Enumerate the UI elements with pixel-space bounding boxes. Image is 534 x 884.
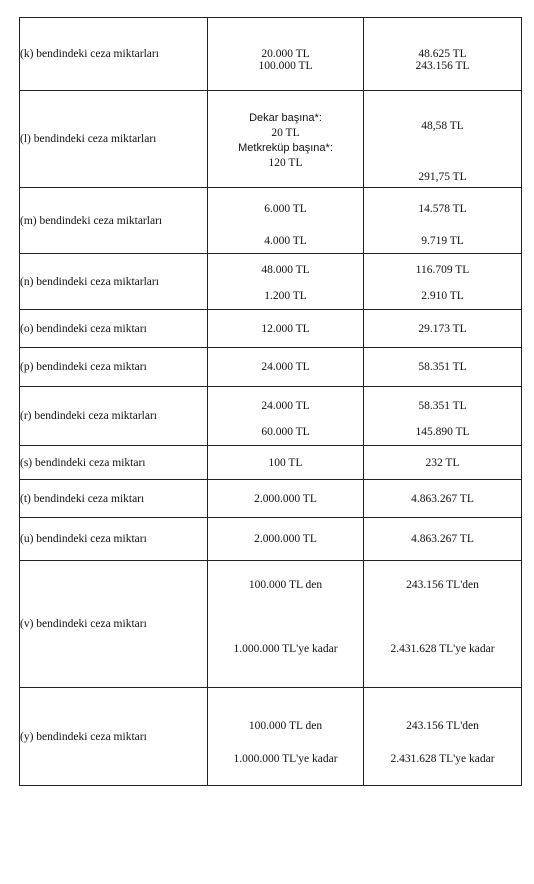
new-amount: 58.351 TL bbox=[418, 400, 467, 412]
old-amount: 48.000 TL bbox=[261, 264, 310, 276]
table-row bbox=[20, 561, 522, 688]
table-row bbox=[20, 688, 522, 786]
old-amount: 1.200 TL bbox=[264, 290, 307, 302]
old-amount: 2.000.000 TL bbox=[208, 518, 364, 561]
old-amount: 20.000 TL bbox=[261, 47, 310, 60]
table-row bbox=[20, 387, 522, 446]
row-label: (t) bendindeki ceza miktarı bbox=[20, 480, 208, 518]
new-amount: 29.173 TL bbox=[364, 310, 522, 348]
row-label: (k) bendindeki ceza miktarları bbox=[20, 18, 208, 91]
unit-label: Metkreküp başına*: bbox=[238, 141, 333, 154]
row-label: (o) bendindeki ceza miktarı bbox=[20, 310, 208, 348]
row-label: (s) bendindeki ceza miktarı bbox=[20, 446, 208, 480]
new-amount: 232 TL bbox=[364, 446, 522, 480]
new-amount-cell bbox=[364, 387, 522, 446]
new-amount: 9.719 TL bbox=[421, 235, 464, 247]
new-amount-cell bbox=[364, 254, 522, 310]
new-amount: 243.156 TL bbox=[415, 59, 470, 72]
unit-label: Dekar başına*: bbox=[249, 111, 322, 124]
new-amount-cell bbox=[364, 188, 522, 254]
old-amount: 1.000.000 TL'ye kadar bbox=[233, 643, 338, 655]
new-amount: 58.351 TL bbox=[364, 348, 522, 387]
old-amount: 100.000 TL den bbox=[248, 579, 323, 591]
new-amount: 14.578 TL bbox=[418, 203, 467, 215]
old-amount-cell bbox=[208, 561, 364, 688]
row-label: (l) bendindeki ceza miktarları bbox=[20, 91, 208, 188]
table-row bbox=[20, 18, 522, 91]
old-amount: 4.000 TL bbox=[264, 235, 307, 247]
row-label: (r) bendindeki ceza miktarları bbox=[20, 387, 208, 446]
old-amount: 20 TL bbox=[271, 126, 300, 139]
old-amount: 60.000 TL bbox=[261, 426, 310, 438]
new-amount: 4.863.267 TL bbox=[364, 518, 522, 561]
new-amount: 145.890 TL bbox=[415, 426, 470, 438]
new-amount: 116.709 TL bbox=[415, 264, 470, 276]
new-amount-cell bbox=[364, 18, 522, 91]
table-row bbox=[20, 254, 522, 310]
old-amount: 120 TL bbox=[268, 156, 303, 169]
new-amount-cell bbox=[364, 688, 522, 786]
old-amount: 2.000.000 TL bbox=[208, 480, 364, 518]
old-amount: 6.000 TL bbox=[264, 203, 307, 215]
new-amount: 48.625 TL bbox=[418, 47, 467, 60]
old-amount: 100.000 TL den bbox=[248, 720, 323, 732]
old-amount: 24.000 TL bbox=[261, 400, 310, 412]
fine-amounts-table bbox=[19, 17, 522, 786]
old-amount-cell bbox=[208, 18, 364, 91]
old-amount-cell bbox=[208, 387, 364, 446]
new-amount: 243.156 TL'den bbox=[406, 579, 479, 591]
table-row bbox=[20, 91, 522, 188]
old-amount: 12.000 TL bbox=[208, 310, 364, 348]
row-label: (n) bendindeki ceza miktarları bbox=[20, 254, 208, 310]
new-amount: 2.910 TL bbox=[421, 290, 464, 302]
new-amount-cell bbox=[364, 91, 522, 188]
new-amount-cell bbox=[364, 561, 522, 688]
table-row bbox=[20, 446, 522, 480]
old-amount-cell bbox=[208, 254, 364, 310]
table-row bbox=[20, 348, 522, 387]
row-label: (m) bendindeki ceza miktarları bbox=[20, 188, 208, 254]
new-amount: 291,75 TL bbox=[418, 170, 467, 183]
table-row bbox=[20, 480, 522, 518]
old-amount: 100.000 TL bbox=[258, 59, 313, 72]
new-amount: 4.863.267 TL bbox=[364, 480, 522, 518]
old-amount-cell bbox=[208, 91, 364, 188]
old-amount-cell bbox=[208, 688, 364, 786]
table-row bbox=[20, 188, 522, 254]
new-amount: 2.431.628 TL'ye kadar bbox=[390, 753, 495, 765]
row-label: (v) bendindeki ceza miktarı bbox=[20, 561, 208, 688]
new-amount: 48,58 TL bbox=[421, 119, 464, 132]
new-amount: 2.431.628 TL'ye kadar bbox=[390, 643, 495, 655]
old-amount: 1.000.000 TL'ye kadar bbox=[233, 753, 338, 765]
new-amount: 243.156 TL'den bbox=[406, 720, 479, 732]
row-label: (y) bendindeki ceza miktarı bbox=[20, 688, 208, 786]
table-row bbox=[20, 310, 522, 348]
old-amount: 24.000 TL bbox=[208, 348, 364, 387]
row-label: (p) bendindeki ceza miktarı bbox=[20, 348, 208, 387]
old-amount-cell bbox=[208, 188, 364, 254]
table-row bbox=[20, 518, 522, 561]
row-label: (u) bendindeki ceza miktarı bbox=[20, 518, 208, 561]
old-amount: 100 TL bbox=[208, 446, 364, 480]
